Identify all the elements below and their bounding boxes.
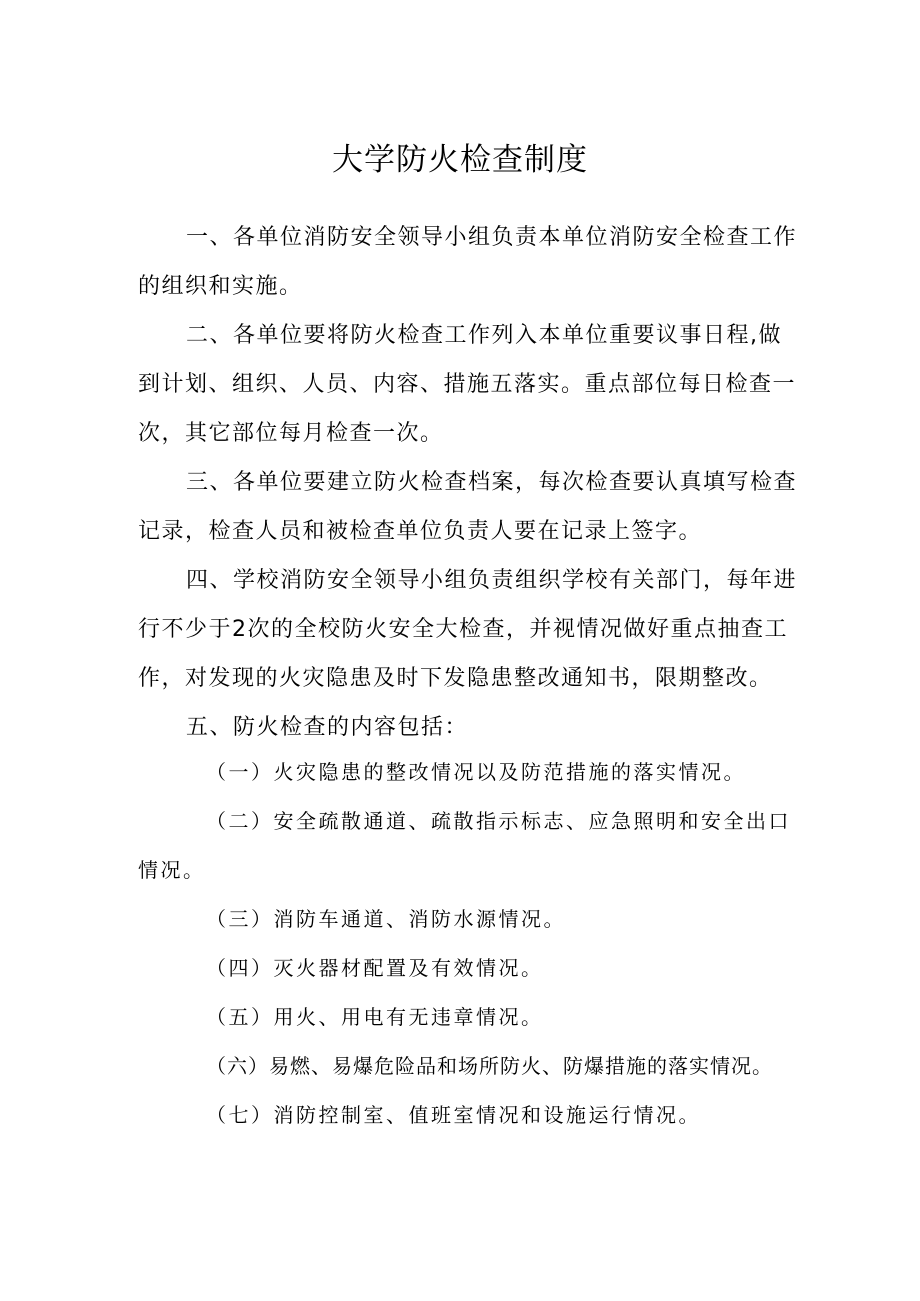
list-item-6: （六）易燃、易爆危险品和场所防火、防爆措施的落实情况。 (206, 1054, 773, 1078)
list-item-1: （一）火灾隐患的整改情况以及防范措施的落实情况。 (206, 760, 746, 784)
list-item-2: （二）安全疏散通道、疏散指示标志、应急照明和安全出口情况。 (138, 809, 791, 882)
document-title: 大学防火检查制度 (332, 142, 588, 178)
list-item-3: （三）消防车通道、消防水源情况。 (206, 907, 566, 931)
document-body (138, 213, 798, 752)
list-item-4: （四）灭火器材配置及有效情况。 (206, 956, 544, 980)
list-item-5: （五）用火、用电有无违章情况。 (206, 1005, 544, 1029)
paragraph-4: 四、学校消防安全领导小组负责组织学校有关部门，每年进行不少于2次的全校防火安全大检查，并视情况做好重点抽查工作，对发现的火灾隐患及时下发隐患整改通知书，限期整改。 (138, 568, 798, 691)
list-item-7: （七）消防控制室、值班室情况和设施运行情况。 (206, 1103, 701, 1127)
paragraph-3: 三、各单位要建立防火检查档案，每次检查要认真填写检查记录，检查人员和被检查单位负责人要在记录上签字。 (138, 470, 798, 544)
inspection-items-list (138, 748, 798, 1140)
paragraph-5: 五、防火检查的内容包括： (186, 715, 469, 740)
paragraph-2: 二、各单位要将防火检查工作列入本单位重要议事日程,做到计划、组织、人员、内容、措施五落实。重点部位每日检查一次，其它部位每月检查一次。 (138, 323, 797, 446)
paragraph-1: 一、各单位消防安全领导小组负责本单位消防安全检查工作的组织和实施。 (138, 225, 798, 299)
